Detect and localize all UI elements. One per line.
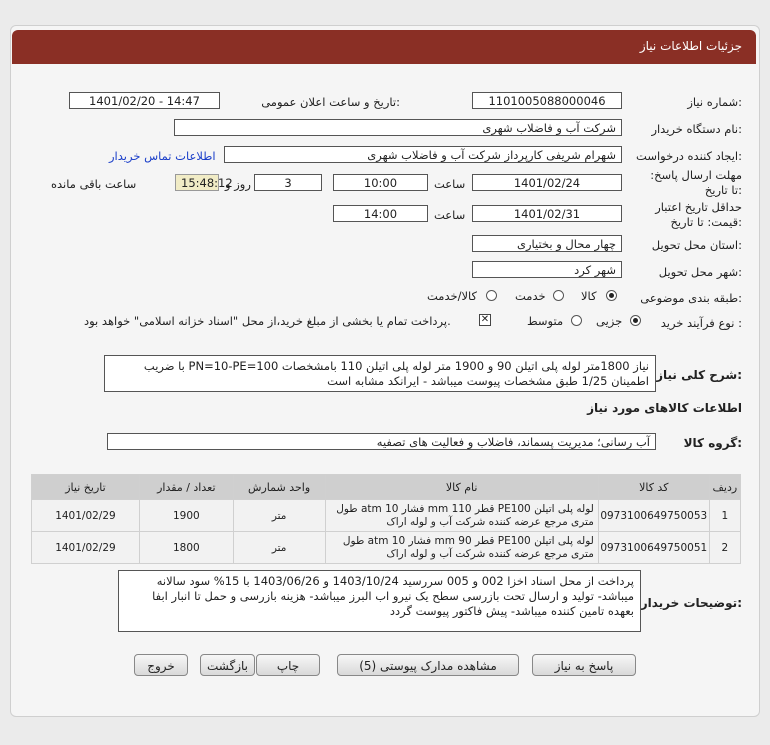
cell-name: لوله پلی اتیلن PE100 قطر mm 90 فشار atm 10 طول متری مرجع عرضه کننده شرکت آب و لوله اراک	[325, 532, 598, 564]
process-option-medium: متوسط	[527, 314, 564, 328]
attachments-button[interactable]: مشاهده مدارک پیوستی (5)	[337, 654, 519, 676]
treasury-payment-note: پرداخت تمام یا بخشی از مبلغ خرید،از محل "اسناد خزانه اسلامی" خواهد بود.	[84, 314, 451, 328]
need-number-label: شماره نیاز:	[687, 95, 742, 109]
category-radio-goods-service[interactable]	[486, 290, 497, 301]
table-row	[32, 500, 741, 532]
col-unit-header: واحد شمارش	[233, 475, 325, 500]
treasury-payment-checkbox[interactable]: ✕	[480, 314, 490, 325]
col-code-header: کد کالا	[598, 475, 709, 500]
buyer-contact-link[interactable]: اطلاعات تماس خریدار	[109, 149, 216, 163]
goods-table	[31, 474, 741, 564]
reply-button[interactable]: پاسخ به نیاز	[532, 654, 636, 676]
category-option-service: خدمت	[515, 289, 546, 303]
cell-date: 1401/02/29	[32, 500, 140, 532]
description-box: نیاز 1800متر لوله پلی اتیلن 90 و 1900 متر لوله پلی اتیلن 110 بامشخصات PN=10-PE=100 با ضریب اطمینان 1/25 طبق مشخصات پیوست میباشد - ایرانکد مشابه است	[104, 355, 656, 392]
deadline-time-field: 10:00	[333, 174, 428, 191]
page-title: جزئیات اطلاعات نیاز	[639, 39, 742, 53]
category-radio-goods[interactable]	[606, 290, 617, 301]
process-radio-medium[interactable]	[571, 315, 582, 326]
creator-field: شهرام شریفی کارپرداز شرکت آب و فاضلاب شهری	[224, 146, 622, 163]
cell-code: 0973100649750051	[598, 532, 709, 564]
goods-group-label: گروه کالا:	[683, 436, 742, 450]
panel-header	[12, 30, 756, 64]
cell-date: 1401/02/29	[32, 532, 140, 564]
city-label: شهر محل تحویل:	[658, 265, 742, 279]
cell-qty: 1900	[139, 500, 233, 532]
province-field: چهار محال و بختیاری	[472, 235, 622, 252]
col-qty-header: تعداد / مقدار	[139, 475, 233, 500]
category-radio-service[interactable]	[553, 290, 564, 301]
remaining-time-field: 15:48:12	[175, 174, 219, 191]
process-label: نوع فرآیند خرید :	[660, 316, 742, 330]
back-button[interactable]: بازگشت	[200, 654, 255, 676]
buyer-notes-label: توضیحات خریدار:	[640, 596, 742, 610]
cell-code: 0973100649750053	[598, 500, 709, 532]
announce-label: تاریخ و ساعت اعلان عمومی:	[261, 95, 400, 109]
city-field: شهر کرد	[472, 261, 622, 278]
table-header-row	[32, 475, 741, 500]
process-option-minor: جزیی	[596, 314, 623, 328]
cell-unit: متر	[233, 532, 325, 564]
province-label: استان محل تحویل:	[651, 238, 742, 252]
buyer-field: شرکت آب و فاضلاب شهری	[174, 119, 622, 136]
col-row-header: ردیف	[709, 475, 740, 500]
col-date-header: تاریخ نیاز	[32, 475, 140, 500]
creator-label: ایجاد کننده درخواست:	[636, 149, 742, 163]
cell-row: 2	[709, 532, 740, 564]
deadline-date-field: 1401/02/24	[472, 174, 622, 191]
cell-name: لوله پلی اتیلن PE100 قطر mm 110 فشار atm 10 طول متری مرجع عرضه کننده شرکت آب و لوله اراک	[325, 500, 598, 532]
validity-time-field: 14:00	[333, 205, 428, 222]
buyer-notes-box: پرداخت از محل اسناد اخزا 002 و 005 سررسید 1403/10/24 و 1403/06/26 با 15% سود سالانه میباشد- تولید و ارسال تحت بازرسی سطح یک نیرو اب البرز میباشد- هزینه بازرسی و حمل تا انبار ابفا بعهده تامین کننده میباشد- پیش فاکتور پیوست گردد	[118, 570, 641, 632]
buyer-label: نام دستگاه خریدار:	[651, 122, 742, 136]
col-name-header: نام کالا	[325, 475, 598, 500]
exit-button[interactable]: خروج	[134, 654, 188, 676]
goods-group-field: آب رسانی؛ مدیریت پسماند، فاضلاب و فعالیت های تصفیه	[107, 433, 656, 450]
validity-label: حداقل تاریخ اعتبار قیمت: تا تاریخ:	[655, 200, 742, 229]
cell-row: 1	[709, 500, 740, 532]
category-label: طبقه بندی موضوعی:	[640, 291, 742, 305]
days-label: روز و	[225, 177, 251, 191]
process-radio-minor[interactable]	[630, 315, 641, 326]
table-row	[32, 532, 741, 564]
deadline-time-label: ساعت	[434, 177, 466, 191]
cell-unit: متر	[233, 500, 325, 532]
need-number-field: 1101005088000046	[472, 92, 622, 109]
deadline-label: مهلت ارسال پاسخ: تا تاریخ:	[650, 168, 742, 197]
remaining-label: ساعت باقی مانده	[51, 177, 137, 191]
days-field: 3	[254, 174, 322, 191]
print-button[interactable]: چاپ	[256, 654, 320, 676]
validity-time-label: ساعت	[434, 208, 466, 222]
goods-info-title: اطلاعات کالاهای مورد نیاز	[587, 401, 742, 415]
cell-qty: 1800	[139, 532, 233, 564]
category-option-goods: کالا	[581, 289, 597, 303]
description-label: شرح کلی نیاز:	[656, 368, 742, 382]
announce-field: 1401/02/20 - 14:47	[69, 92, 220, 109]
category-option-goods-service: کالا/خدمت	[427, 289, 478, 303]
validity-date-field: 1401/02/31	[472, 205, 622, 222]
